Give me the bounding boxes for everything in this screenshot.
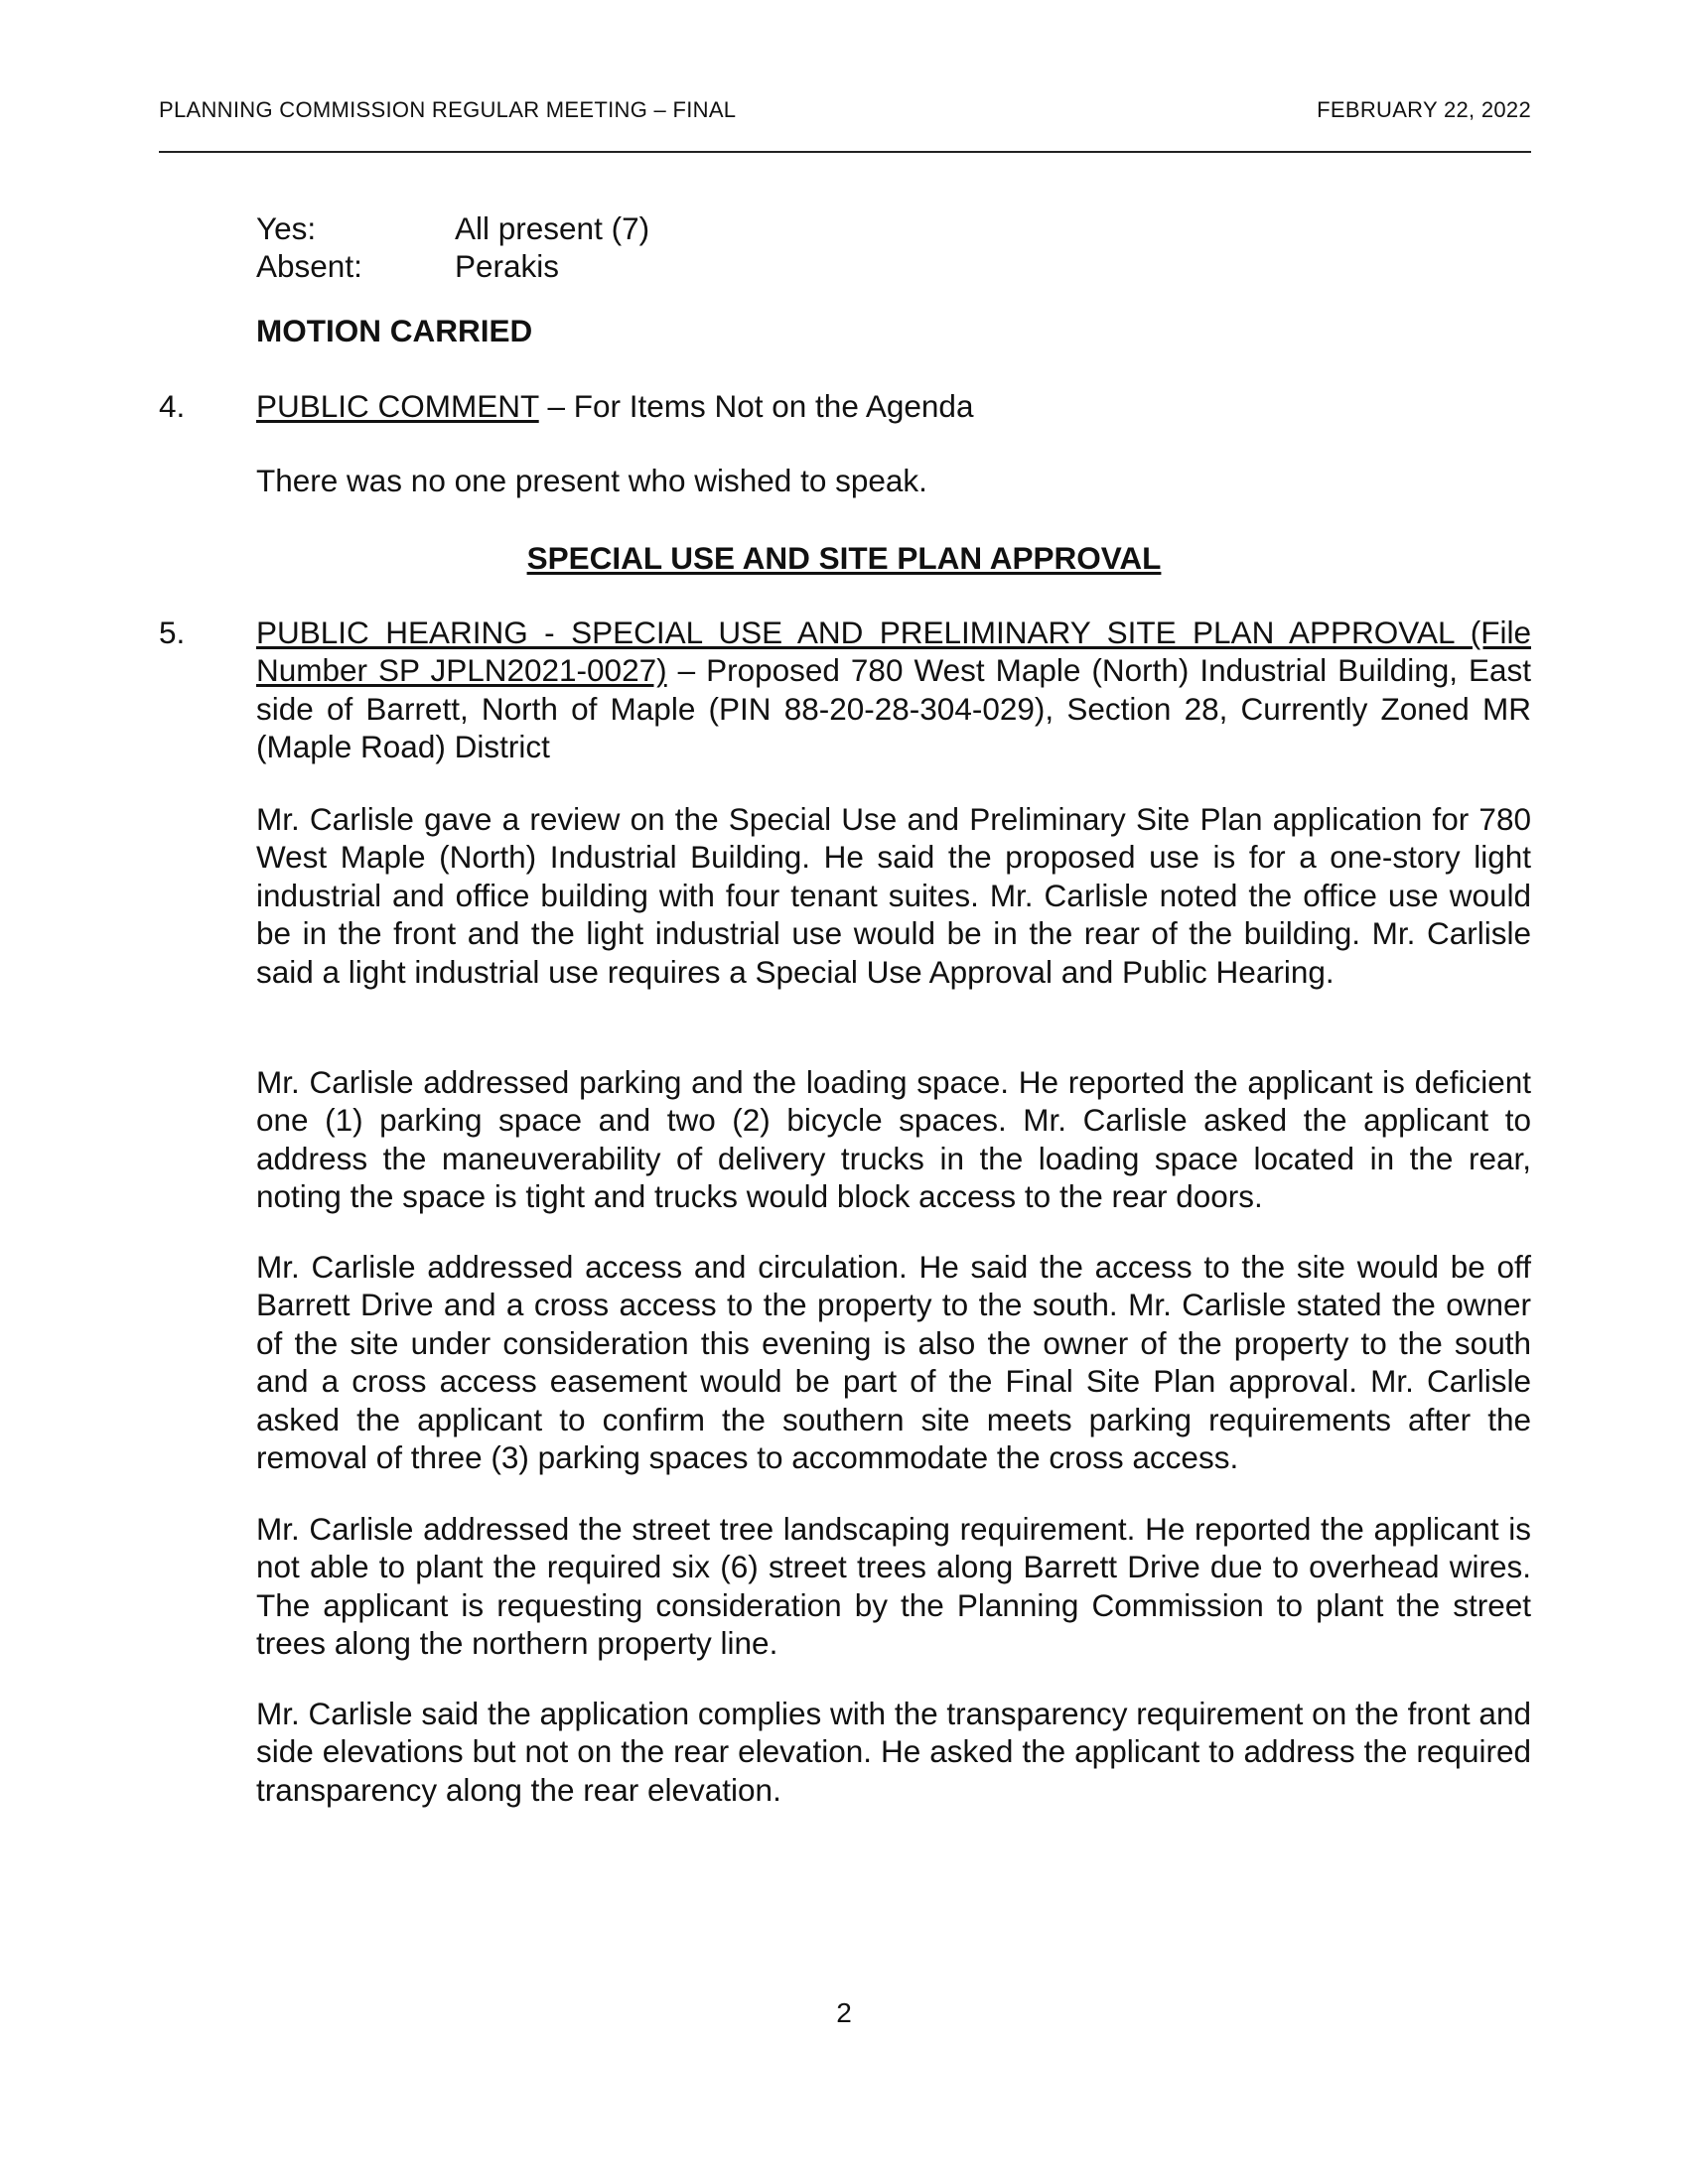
item-4-note: There was no one present who wished to speak.	[256, 463, 927, 498]
paragraph-parking: Mr. Carlisle addressed parking and the loading space. He reported the applicant is deficient one (1) parking space and two (2) bicycle spaces. Mr. Carlisle asked the applicant to address the maneuverability of delivery trucks in the loading space located in the rear, noting the space is tight and trucks would block access to the rear doors.	[256, 1064, 1531, 1215]
vote-yes-label: Yes:	[256, 210, 317, 246]
page-number: 2	[836, 1997, 852, 2028]
motion-result: MOTION CARRIED	[256, 313, 533, 348]
paragraph-access: Mr. Carlisle addressed access and circulation. He said the access to the site would be off Barrett Drive and a cross access to the property to the south. Mr. Carlisle stated the owner of the site under consideration this evening is also the owner of the property to the south and a cross access easement would be part of the Final Site Plan approval. Mr. Carlisle asked the applicant to confirm the southern site meets parking requirements after the removal of three (3) parking spaces to accommodate the cross access.	[256, 1249, 1531, 1476]
paragraph-review: Mr. Carlisle gave a review on the Special Use and Preliminary Site Plan application for 780 West Maple (North) Industrial Building. He said the proposed use is for a one-story light industrial and office building with four tenant suites. Mr. Carlisle noted the office use would be in the front and the light industrial use would be in the rear of the building. Mr. Carlisle said a light industrial use requires a Special Use Approval and Public Hearing.	[256, 801, 1531, 990]
vote-yes-row	[256, 209, 649, 247]
vote-absent-row	[256, 247, 649, 285]
item-4-number: 4.	[159, 388, 186, 424]
vote-tally	[256, 209, 649, 286]
paragraph-transparency: Mr. Carlisle said the application complies with the transparency requirement on the front and side elevations but not on the rear elevation. He asked the applicant to address the required transparency along the rear elevation.	[256, 1696, 1531, 1808]
page-header	[159, 95, 1531, 153]
meeting-date: FEBRUARY 22, 2022	[1317, 97, 1531, 122]
meeting-title: PLANNING COMMISSION REGULAR MEETING – FINAL	[159, 97, 737, 122]
item-5-description: – Proposed 780 West Maple (North) Industrial Building, East side of Barrett, North of Maple (PIN 88-20-28-304-029), Section 28, Currently Zoned MR (Maple Road) District	[256, 652, 1531, 765]
item-5-heading	[256, 614, 1531, 766]
item-5-number: 5.	[159, 614, 186, 650]
item-4-subtitle: – For Items Not on the Agenda	[538, 388, 974, 424]
vote-absent-value: Perakis	[455, 248, 560, 285]
item-4-title: PUBLIC COMMENT	[256, 388, 539, 424]
vote-absent-label: Absent:	[256, 248, 362, 285]
item-4-heading	[256, 387, 1531, 425]
section-heading: SPECIAL USE AND SITE PLAN APPROVAL	[526, 540, 1162, 576]
vote-yes-value: All present (7)	[455, 210, 650, 246]
item-5-title: PUBLIC HEARING - SPECIAL USE AND PRELIMINARY SITE PLAN APPROVAL (File Number SP JPLN2021-0027)	[256, 614, 1531, 689]
paragraph-landscaping: Mr. Carlisle addressed the street tree landscaping requirement. He reported the applicant is not able to plant the required six (6) street trees along Barrett Drive due to overhead wires. The applicant is requesting consideration by the Planning Commission to plant the street trees along the northern property line.	[256, 1511, 1531, 1662]
